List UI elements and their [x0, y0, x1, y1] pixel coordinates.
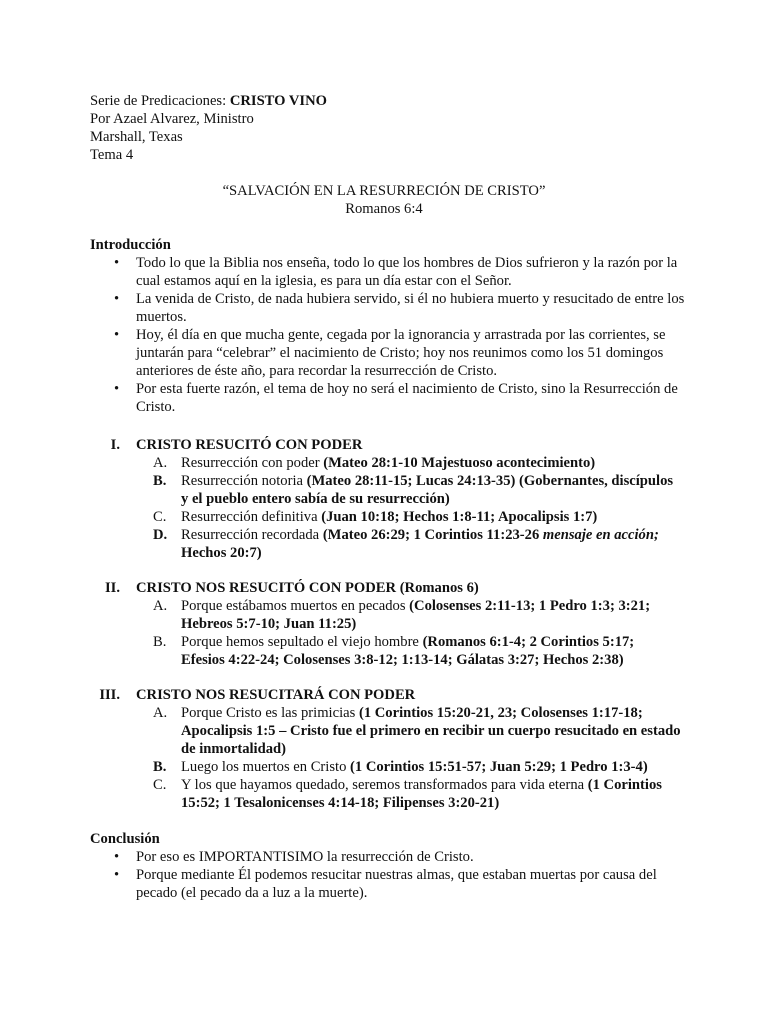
list-item: C. Y los que hayamos quedado, seremos transformados para vida eterna (1 Corintios 15:52; 1 Tesalonicenses 4:14-18; Filipenses 3:20-21)	[153, 777, 662, 811]
conclusion-list	[90, 848, 690, 902]
list-item: D. Resurrección recordada (Mateo 26:29; 1 Corintios 11:23-26 mensaje en acción; Hechos 20:7)	[153, 527, 659, 561]
bible-reference: (Colosenses 2:11-13; 1 Pedro 1:3; 3:21; Hebreos 5:7-10; Juan 11:25)	[181, 598, 651, 632]
list-item: A. Porque estábamos muertos en pecados (Colosenses 2:11-13; 1 Pedro 1:3; 3:21; Hebreos 5:7-10; Juan 11:25)	[153, 598, 651, 632]
list-item-text: Hoy, él día en que mucha gente, cegada por la ignorancia y arrastrada por las corrientes, se juntarán para “celebrar” el nacimiento de Cristo; hoy nos reunimos como los 51 domingos anteriores de éste año, para recordar la resurrección de Cristo.	[136, 327, 666, 379]
bible-reference: (Romanos 6:1-4; 2 Corintios 5:17; Efesios 4:22-24; Colosenses 3:8-12; 1:13-14; Gálatas 3:27; Hechos 2:38)	[181, 634, 635, 668]
series-line	[90, 92, 327, 110]
list-item	[90, 380, 690, 416]
section-1-list	[136, 454, 681, 562]
bible-reference: (1 Corintios 15:51-57; Juan 5:29; 1 Pedro 1:3-4)	[350, 759, 648, 775]
item-letter: A.	[153, 455, 168, 471]
bullet-icon: •	[114, 867, 120, 883]
introduction-list	[90, 254, 690, 416]
section-numeral: I.	[110, 437, 120, 453]
section-heading: CRISTO NOS RESUCITÓ CON PODER (Romanos 6)	[136, 580, 479, 596]
sermon-title: “SALVACIÓN EN LA RESURRECIÓN DE CRISTO”	[222, 183, 546, 199]
item-letter: D.	[153, 527, 168, 543]
item-letter: B.	[153, 473, 167, 489]
list-item	[90, 290, 690, 326]
list-item: B. Resurrección notoria (Mateo 28:11-15; Lucas 24:13-35) (Gobernantes, discípulos y el pueblo entero sabía de su resurrección)	[153, 473, 674, 507]
author-line: Por Azael Alvarez, Ministro	[90, 111, 254, 127]
item-letter: C.	[153, 777, 167, 793]
sermon-title-block	[0, 182, 768, 218]
bible-reference: (Mateo 26:29; 1 Corintios 11:23-26 mensaje en acción; Hechos 20:7)	[181, 527, 659, 561]
list-item	[90, 866, 690, 902]
list-item-text: Por esta fuerte razón, el tema de hoy no será el nacimiento de Cristo, sino la Resurrección de Cristo.	[136, 381, 678, 415]
list-item-text: Por eso es IMPORTANTISIMO la resurrección de Cristo.	[136, 849, 474, 865]
topic-line: Tema 4	[90, 147, 134, 163]
list-item: A. Porque Cristo es las primicias (1 Corintios 15:20-21, 23; Colosenses 1:17-18; Apocalipsis 1:5 – Cristo fue el primero en recibir un cuerpo resucitado en estado de inmortalidad)	[153, 705, 681, 757]
list-item	[90, 254, 690, 290]
section-2-list	[136, 597, 681, 669]
bullet-icon: •	[114, 255, 120, 271]
list-item: B. Luego los muertos en Cristo (1 Corintios 15:51-57; Juan 5:29; 1 Pedro 1:3-4)	[153, 759, 648, 775]
item-letter: B.	[153, 759, 167, 775]
location-line: Marshall, Texas	[90, 129, 183, 145]
list-item-text: La venida de Cristo, de nada hubiera servido, si él no hubiera muerto y resucitado de entre los muertos.	[136, 291, 685, 325]
item-letter: B.	[153, 634, 167, 650]
list-item-text: Porque mediante Él podemos resucitar nuestras almas, que estaban muertas por causa del pecado (el pecado da a luz a la muerte).	[136, 867, 657, 901]
section-numeral: II.	[104, 580, 120, 596]
section-numeral: III.	[99, 687, 120, 703]
bullet-icon: •	[114, 381, 120, 397]
scripture-reference: Romanos 6:4	[345, 201, 423, 217]
bible-reference: (1 Corintios 15:20-21, 23; Colosenses 1:17-18; Apocalipsis 1:5 – Cristo fue el primero en recibir un cuerpo resucitado en estado de inmortalidad)	[181, 705, 681, 757]
bible-reference: (1 Corintios 15:52; 1 Tesalonicenses 4:14-18; Filipenses 3:20-21)	[181, 777, 662, 811]
section-heading: CRISTO NOS RESUCITARÁ CON PODER	[136, 687, 416, 703]
introduction-heading: Introducción	[90, 237, 171, 253]
list-item: A. Resurrección con poder (Mateo 28:1-10 Majestuoso acontecimiento)	[153, 455, 596, 471]
section-3-list	[136, 704, 681, 812]
document-header	[90, 92, 327, 164]
bible-reference: (Mateo 28:11-15; Lucas 24:13-35) (Gobernantes, discípulos y el pueblo entero sabía de su resurrección)	[181, 473, 674, 507]
section-heading: CRISTO RESUCITÓ CON PODER	[136, 437, 363, 453]
conclusion-heading: Conclusión	[90, 831, 160, 847]
item-letter: A.	[153, 705, 168, 721]
bullet-icon: •	[114, 327, 120, 343]
bullet-icon: •	[114, 849, 120, 865]
series-title: CRISTO VINO	[229, 93, 328, 109]
bible-reference: (Juan 10:18; Hechos 1:8-11; Apocalipsis 1:7)	[321, 509, 598, 525]
bullet-icon: •	[114, 291, 120, 307]
list-item: B. Porque hemos sepultado el viejo hombre (Romanos 6:1-4; 2 Corintios 5:17; Efesios 4:22-24; Colosenses 3:8-12; 1:13-14; Gálatas 3:27; Hechos 2:38)	[153, 634, 635, 668]
bible-reference: (Mateo 28:1-10 Majestuoso acontecimiento)	[323, 455, 596, 471]
list-item-text: Todo lo que la Biblia nos enseña, todo lo que los hombres de Dios sufrieron y la razón por la cual estamos aquí en la iglesia, es para un día estar con el Señor.	[136, 255, 678, 289]
series-label: Serie de Predicaciones:	[90, 93, 230, 109]
item-letter: A.	[153, 598, 168, 614]
list-item	[90, 326, 690, 380]
list-item	[90, 848, 690, 866]
list-item: C. Resurrección definitiva (Juan 10:18; Hechos 1:8-11; Apocalipsis 1:7)	[153, 509, 598, 525]
item-letter: C.	[153, 509, 167, 525]
